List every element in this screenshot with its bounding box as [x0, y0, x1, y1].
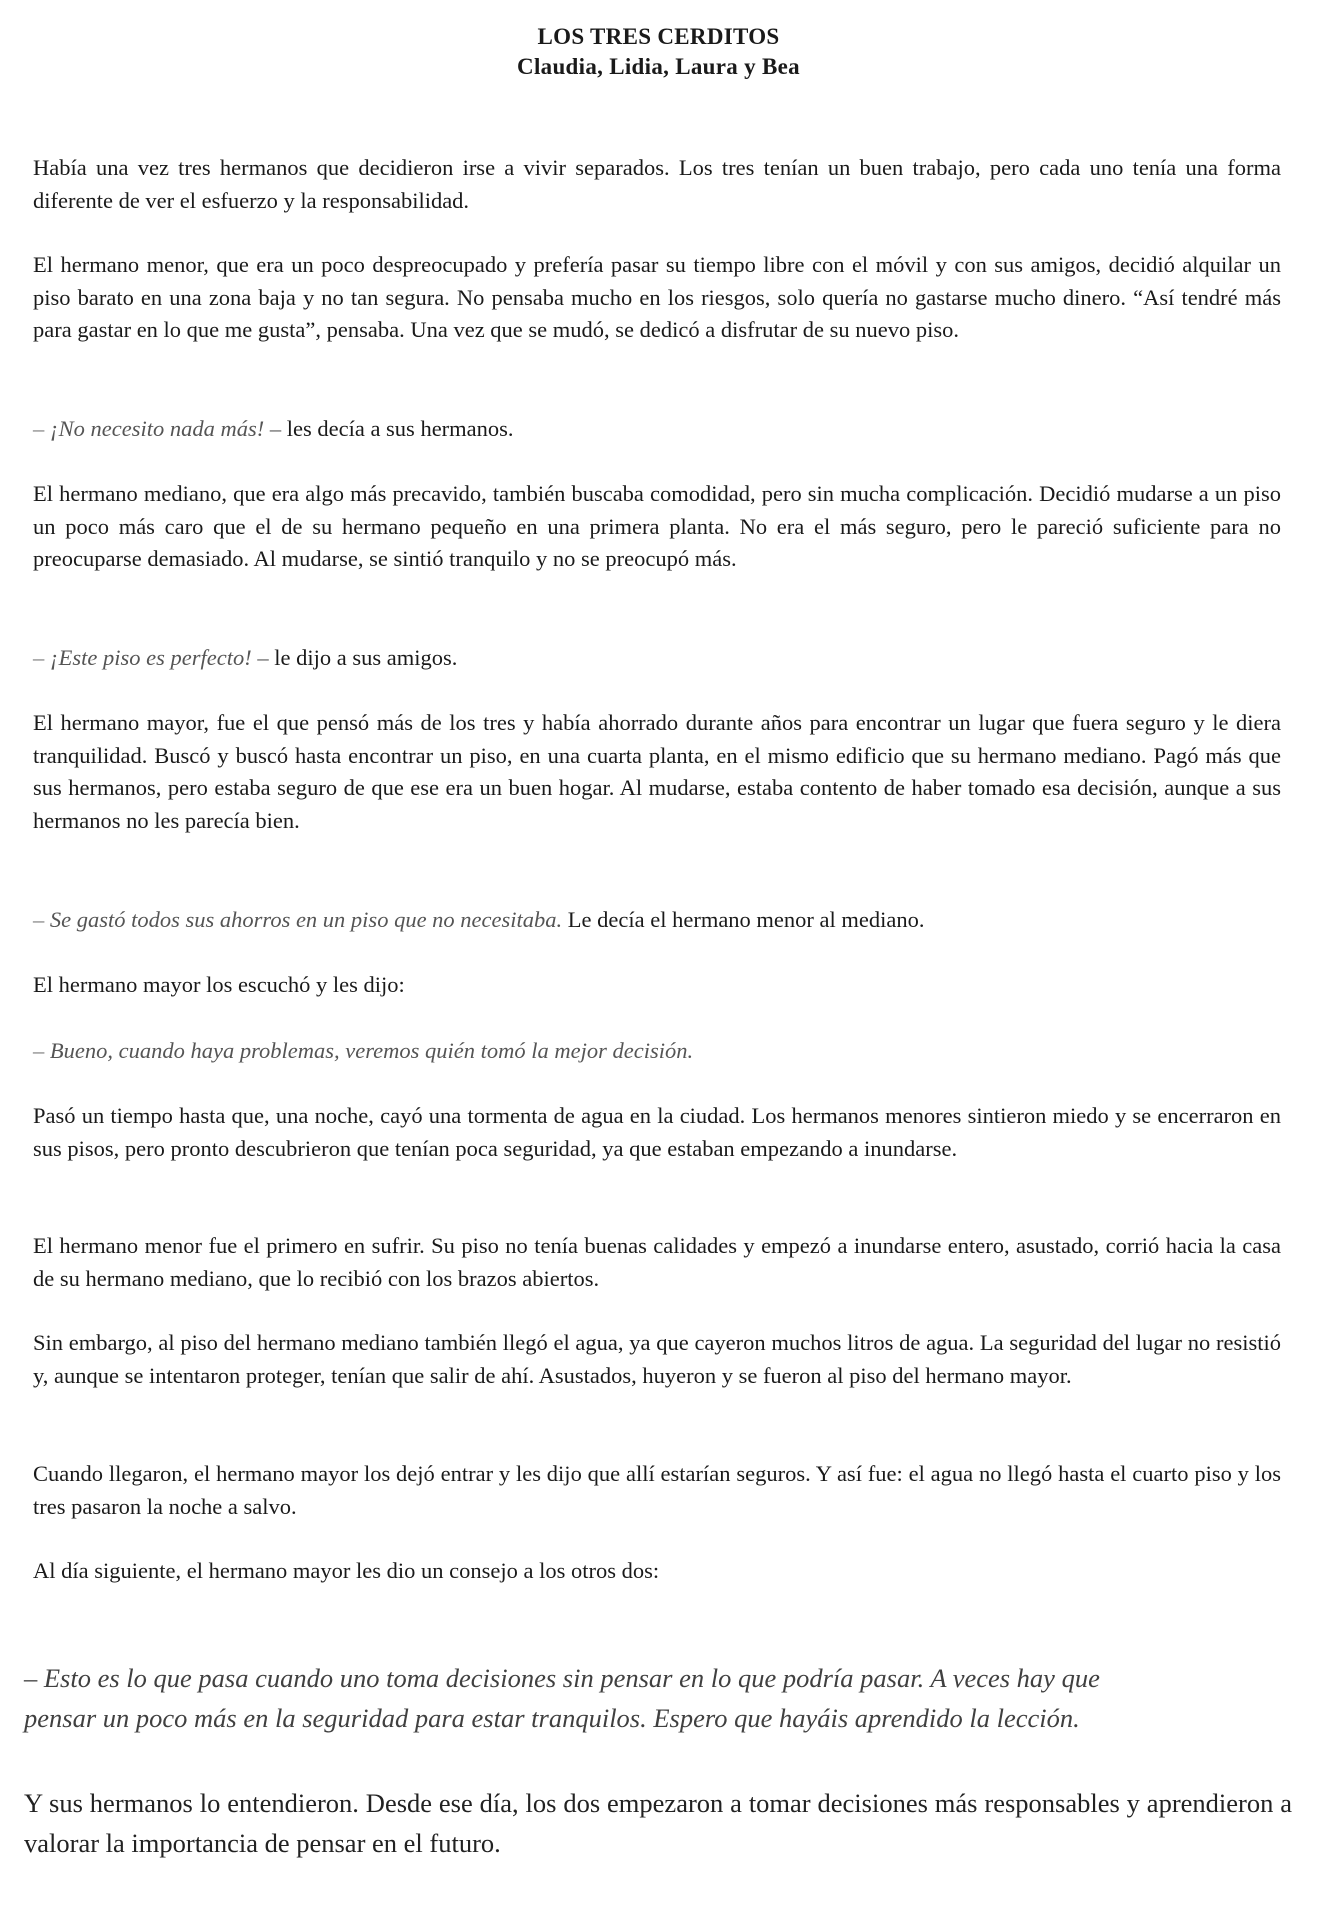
- document-title: LOS TRES CERDITOS: [537, 24, 780, 49]
- dialogue-dash: –: [33, 645, 50, 670]
- dialogue-dash: –: [33, 416, 50, 441]
- paragraph-intro: Había una vez tres hermanos que decidieron irse a vivir separados. Los tres tenían un buen trabajo, pero cada uno tenía una forma diferente de ver el esfuerzo y la responsabilidad.: [33, 155, 1281, 213]
- dialogue-speech: Se gastó todos sus ahorros en un piso que no necesitaba.: [49, 907, 563, 932]
- advice-line: – Esto es lo que pasa cuando uno toma decisiones sin pensar en lo que podría pasar. A veces hay que: [24, 1663, 1100, 1693]
- paragraph-younger-brother: El hermano menor, que era un poco despreocupado y prefería pasar su tiempo libre con el móvil y con sus amigos, decidió alquilar un piso barato en una zona baja y no tan segura. No pensaba mucho en los riesgos, solo quería no gastarse mucho dinero. “Así tendré más para gastar en lo que me gusta”, pensaba. Una vez que se mudó, se dedicó a disfrutar de su nuevo piso.: [33, 252, 1281, 342]
- paragraph-safe: Cuando llegaron, el hermano mayor los dejó entrar y les dijo que allí estarían seguros. Y así fue: el agua no llegó hasta el cuarto piso y los tres pasaron la noche a salvo.: [33, 1461, 1281, 1519]
- dialogue-younger: [33, 413, 1281, 446]
- dialogue-criticism: [33, 904, 1281, 937]
- advice-line: pensar un poco más en la seguridad para estar tranquilos. Espero que hayáis aprendido la lección.: [24, 1703, 1080, 1733]
- dialogue-older: [33, 1035, 1281, 1068]
- paragraph-flood-middle: Sin embargo, al piso del hermano mediano también llegó el agua, ya que cayeron muchos litros de agua. La seguridad del lugar no resistió y, aunque se intentaron proteger, tenían que salir de ahí. Asustados, huyeron y se fueron al piso del hermano mayor.: [33, 1330, 1281, 1388]
- dialogue-dash: –: [33, 907, 50, 932]
- dialogue-narration: le dijo a sus amigos.: [268, 645, 458, 670]
- dialogue-narration: les decía a sus hermanos.: [281, 416, 514, 441]
- dialogue-dash: –: [33, 1038, 50, 1063]
- paragraph-older-brother: El hermano mayor, fue el que pensó más de los tres y había ahorrado durante años para encontrar un lugar que fuera seguro y le diera tranquilidad. Buscó y buscó hasta encontrar un piso, en una cuarta planta, en el mismo edificio que su hermano mediano. Pagó más que sus hermanos, pero estaba seguro de que ese era un buen hogar. Al mudarse, estaba contento de haber tomado esa decisión, aunque a sus hermanos no les parecía bien.: [33, 710, 1281, 833]
- paragraph-older-replies: El hermano mayor los escuchó y les dijo:: [33, 972, 405, 997]
- paragraph-ending: Y sus hermanos lo entendieron. Desde ese día, los dos empezaron a tomar decisiones más responsables y aprendieron a valorar la importancia de pensar en el futuro.: [24, 1788, 1292, 1858]
- dialogue-middle: [33, 642, 1281, 675]
- dialogue-speech: ¡Este piso es perfecto! –: [49, 645, 269, 670]
- dialogue-narration: Le decía el hermano menor al mediano.: [562, 907, 925, 932]
- paragraph-storm: Pasó un tiempo hasta que, una noche, cayó una tormenta de agua en la ciudad. Los hermanos menores sintieron miedo y se encerraron en sus pisos, pero pronto descubrieron que tenían poca seguridad, ya que estaban empezando a inundarse.: [33, 1103, 1281, 1161]
- dialogue-speech: Bueno, cuando haya problemas, veremos quién tomó la mejor decisión.: [49, 1038, 694, 1063]
- dialogue-speech: ¡No necesito nada más! –: [49, 416, 282, 441]
- paragraph-next-day: Al día siguiente, el hermano mayor les dio un consejo a los otros dos:: [33, 1558, 660, 1583]
- paragraph-flood-younger: El hermano menor fue el primero en sufrir. Su piso no tenía buenas calidades y empezó a inundarse entero, asustado, corrió hacia la casa de su hermano mediano, que lo recibió con los brazos abiertos.: [33, 1233, 1281, 1291]
- advice-quote: [24, 1658, 1292, 1738]
- document-authors: Claudia, Lidia, Laura y Bea: [517, 54, 800, 79]
- paragraph-middle-brother: El hermano mediano, que era algo más precavido, también buscaba comodidad, pero sin mucha complicación. Decidió mudarse a un piso un poco más caro que el de su hermano pequeño en una primera planta. No era el más seguro, pero le pareció suficiente para no preocuparse demasiado. Al mudarse, se sintió tranquilo y no se preocupó más.: [33, 481, 1281, 571]
